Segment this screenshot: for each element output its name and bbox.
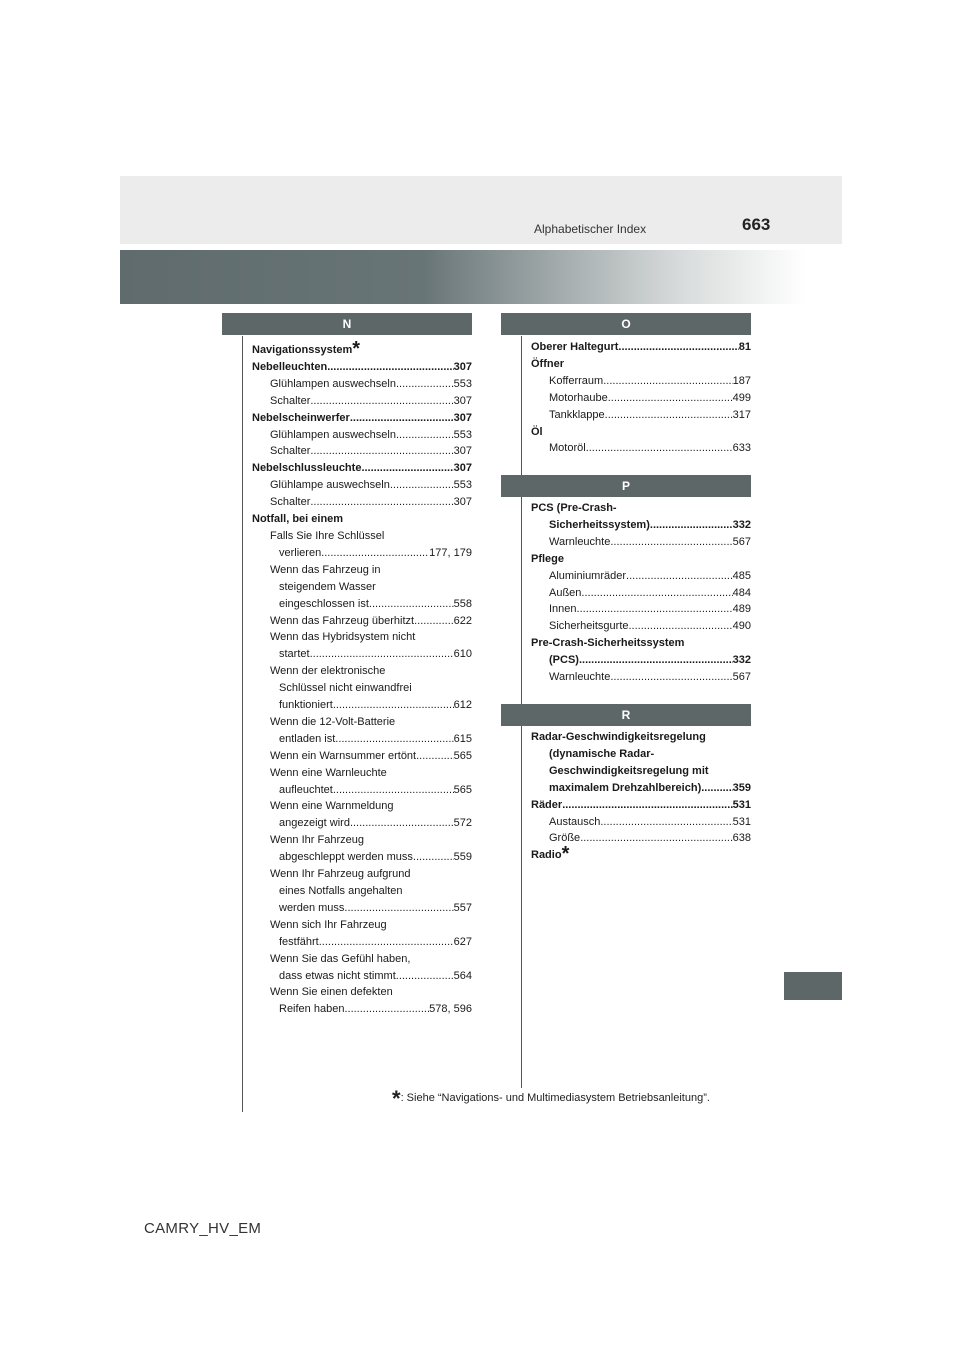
index-entry [252,714,472,731]
index-entry-label: Reifen haben [279,1003,345,1016]
index-entry [252,849,472,866]
dot-leader [603,373,732,390]
index-entry-label: Geschwindigkeitsregelung mit [549,764,709,777]
dot-leader [310,646,454,663]
index-entry-page: 553 [453,377,472,390]
index-entry [252,477,472,494]
index-entry-label: abgeschleppt werden muss [279,851,413,864]
index-entry [531,568,751,585]
index-entry-page: 307 [453,445,472,458]
dot-leader [361,460,453,477]
dot-leader [350,410,454,427]
index-entry [531,407,751,424]
index-entry-page: 484 [732,586,751,599]
index-entry-label: (dynamische Radar- [549,747,655,760]
index-entry [531,585,751,602]
index-entry-label: Glühlampen auswechseln [270,377,396,390]
index-entry [531,763,751,780]
index-entry [531,601,751,618]
index-entry-page: 187 [732,374,751,387]
index-entry-label: Motorhaube [549,391,608,404]
dot-leader [344,900,453,917]
index-entry-page: 485 [732,569,751,582]
index-entry-page: 559 [453,851,472,864]
dot-leader [350,815,454,832]
index-entry-page: 489 [732,603,751,616]
dot-leader [414,613,454,630]
index-entry-page: 332 [732,654,751,667]
index-entry-page: 81 [738,341,751,353]
index-entry-page: 564 [453,969,472,982]
section-header-n: N [222,313,472,335]
gradient-band [120,250,842,304]
left-column-rule [242,336,243,1112]
dot-leader [335,731,453,748]
index-entry-label: Wenn Ihr Fahrzeug aufgrund [270,868,411,881]
index-entry [252,663,472,680]
footnote-star: * [392,1086,401,1111]
index-entry-label: startet [279,648,310,661]
index-entry-page: 307 [453,411,472,424]
footnote-marker: * [352,338,361,360]
index-entry-label: Nebelleuchten [252,360,328,373]
index-entry [531,551,751,568]
index-entry-label: eingeschlossen ist [279,597,369,610]
section-header-r: R [501,704,751,726]
dot-leader [618,339,738,356]
index-entry-page: 499 [732,391,751,404]
section-o-entries [531,339,751,457]
index-entry [252,528,472,545]
dot-leader [333,697,454,714]
dot-leader [577,601,733,618]
index-entry-page: 359 [732,781,751,794]
dot-leader [396,427,454,444]
dot-leader [396,968,454,985]
index-entry [252,798,472,815]
index-entry [531,534,751,551]
header-divider [118,176,120,244]
index-entry-page: 553 [453,479,472,492]
section-header-o: O [501,313,751,335]
index-entry-page: 565 [453,783,472,796]
index-entry [531,814,751,831]
dot-leader [396,376,454,393]
index-entry [531,517,751,534]
dot-leader [344,1001,429,1018]
section-n-entries [252,338,472,1018]
index-entry-page: 633 [732,442,751,455]
index-entry-page: 490 [732,620,751,633]
index-entry [252,748,472,765]
index-entry-label: Glühlampen auswechseln [270,428,396,441]
index-entry-label: Falls Sie Ihre Schlüssel [270,529,385,542]
page-number: 663 [742,215,771,234]
index-entry [531,500,751,517]
dot-leader [629,618,733,635]
index-entry-label: Wenn eine Warnleuchte [270,766,387,779]
index-entry-label: werden muss [279,901,345,914]
index-entry [531,746,751,763]
section-p-entries [531,500,751,686]
index-entry-label: Schlüssel nicht einwandfrei [279,682,412,695]
index-entry [531,356,751,373]
index-entry-label: Radar-Geschwindigkeitsregelung [531,731,706,743]
dot-leader [416,748,454,765]
index-entry-page: 558 [453,597,472,610]
index-entry-label: Glühlampe auswechseln [270,479,390,492]
dot-leader [608,390,733,407]
index-entry-label: Oberer Haltegurt [531,341,619,353]
index-entry [252,359,472,376]
index-entry [252,410,472,427]
index-entry [252,697,472,714]
index-entry [252,1001,472,1018]
index-entry-label: Nebelscheinwerfer [252,411,350,424]
index-entry-label: Größe [549,832,581,845]
dot-leader [310,494,453,511]
index-entry-page: 567 [732,535,751,548]
index-entry [252,427,472,444]
index-entry [252,951,472,968]
index-entry-label: Wenn der elektronische [270,665,386,678]
index-entry [252,443,472,460]
dot-leader [701,780,732,797]
footnote-marker: * [561,843,570,866]
index-entry [531,729,751,746]
dot-leader [321,545,429,562]
index-entry-page: 553 [453,428,472,441]
index-entry [531,440,751,457]
index-entry [252,579,472,596]
index-entry-label: Radio [531,849,562,862]
section-header-p: P [501,475,751,497]
index-entry-label: Navigationssystem [252,344,353,356]
index-entry [531,669,751,686]
index-entry-label: Kofferraum [549,374,604,387]
index-entry-label: Außen [549,586,582,599]
index-entry-label: Pflege [531,552,565,565]
index-entry-page: 578, 596 [429,1003,472,1016]
index-entry [252,460,472,477]
dot-leader [581,585,732,602]
index-entry [252,545,472,562]
index-entry-label: Schalter [270,496,311,509]
index-entry-label: Sicherheitssystem) [549,518,650,531]
index-entry-page: 572 [453,817,472,830]
index-entry-label: Wenn die 12-Volt-Batterie [270,715,396,728]
dot-leader [600,814,732,831]
index-entry-label: Warnleuchte [549,535,611,548]
index-entry-label: steigendem Wasser [279,580,376,593]
index-entry [252,815,472,832]
dot-leader [605,407,733,424]
index-entry-label: angezeigt wird [279,817,350,830]
footer-code: CAMRY_HV_EM [144,1220,262,1237]
dot-leader [579,652,733,669]
index-entry-label: Öl [531,425,543,438]
index-entry-label: Austausch [549,815,601,828]
index-entry-label: Wenn Sie das Gefühl haben, [270,952,411,965]
dot-leader [562,797,732,814]
dot-leader [610,669,732,686]
footnote-text: : Siehe “Navigations- und Multimediasystem Betriebsanleitung”. [400,1092,710,1104]
dot-leader [413,849,454,866]
index-entry [252,765,472,782]
index-entry [531,373,751,390]
index-entry [252,934,472,951]
index-entry-label: festfährt [279,935,319,948]
index-entry-label: Öffner [531,357,564,370]
index-entry [531,390,751,407]
dot-leader [319,934,454,951]
index-entry-label: Aluminiumräder [549,569,627,582]
index-entry-label: Motoröl [549,442,586,455]
dot-leader [626,568,733,585]
index-entry [531,424,751,441]
index-entry-label: Räder [531,798,563,811]
index-entry [252,494,472,511]
index-entry [252,968,472,985]
index-entry-label: eines Notfalls angehalten [279,885,403,897]
dot-leader [390,477,454,494]
index-entry [252,782,472,799]
index-entry-label: Warnleuchte [549,671,611,684]
footnote [392,1086,710,1111]
index-entry-label: Wenn eine Warnmeldung [270,800,394,813]
index-entry-page: 531 [732,798,751,811]
index-entry-page: 531 [732,815,751,828]
index-entry [252,596,472,613]
dot-leader [610,534,732,551]
page-title: Alphabetischer Index [534,222,647,236]
index-entry-label: (PCS) [549,654,579,667]
index-entry [252,680,472,697]
index-entry [252,613,472,630]
index-entry [531,843,751,866]
dot-leader [580,830,732,847]
index-entry-page: 332 [732,518,751,531]
index-entry-page: 565 [453,749,472,762]
index-entry-page: 307 [453,360,472,373]
index-entry-label: Nebelschlussleuchte [252,462,362,475]
index-entry [531,797,751,814]
index-entry [252,338,472,360]
index-entry-label: Wenn ein Warnsummer ertönt [270,749,417,762]
index-entry [252,984,472,1001]
index-entry-page: 567 [732,671,751,684]
index-entry-page: 610 [453,648,472,661]
dot-leader [333,782,454,799]
header-band [120,176,842,244]
index-entry-label: Notfall, bei einem [252,513,344,526]
index-entry [252,393,472,410]
index-entry [531,652,751,669]
section-r-entries [531,729,751,864]
index-entry [531,618,751,635]
index-entry-label: Wenn Ihr Fahrzeug [270,834,364,847]
index-entry-label: Innen [549,603,577,616]
index-entry-page: 638 [732,832,751,845]
index-entry [531,635,751,652]
index-entry-label: Wenn sich Ihr Fahrzeug [270,918,387,931]
index-entry-label: Schalter [270,394,311,407]
index-entry-label: Pre-Crash-Sicherheitssystem [531,637,685,650]
index-entry [252,883,472,900]
index-entry-label: maximalem Drehzahlbereich) [549,781,702,794]
index-entry [252,646,472,663]
dot-leader [369,596,454,613]
index-entry-page: 615 [453,732,472,745]
index-entry-page: 307 [453,394,472,407]
index-entry-label: entladen ist [279,732,336,745]
chapter-tab [784,972,842,1000]
index-entry [252,376,472,393]
index-entry-page: 627 [453,935,472,948]
index-entry-page: 177, 179 [429,546,472,559]
index-entry [531,780,751,797]
index-entry-page: 317 [732,408,751,421]
index-entry-label: Wenn das Hybridsystem nicht [270,631,416,644]
index-entry [531,339,751,356]
index-entry-label: funktioniert [279,699,333,712]
index-entry [252,562,472,579]
index-entry [252,832,472,849]
index-entry [252,866,472,883]
index-entry-label: PCS (Pre-Crash- [531,502,617,514]
index-entry [252,900,472,917]
index-entry-label: Wenn das Fahrzeug überhitzt [270,614,415,627]
index-entry-page: 612 [453,699,472,712]
index-entry-page: 307 [453,462,472,475]
index-entry-label: aufleuchtet [279,783,333,796]
index-entry [252,917,472,934]
index-entry-page: 307 [453,496,472,509]
index-entry [252,731,472,748]
index-entry [252,629,472,646]
index-entry-page: 622 [453,614,472,627]
dot-leader [650,517,733,534]
index-entry-label: dass etwas nicht stimmt [279,969,396,982]
index-entry-label: Wenn das Fahrzeug in [270,563,381,576]
index-entry-label: Sicherheitsgurte [549,620,629,633]
dot-leader [310,443,453,460]
dot-leader [586,440,733,457]
index-entry [252,511,472,528]
index-entry-label: Schalter [270,445,311,458]
index-entry-page: 557 [453,901,472,914]
index-entry-label: verlieren [279,546,322,559]
index-entry-label: Tankklappe [549,408,605,421]
index-entry-label: Wenn Sie einen defekten [270,986,393,999]
dot-leader [327,359,453,376]
dot-leader [310,393,453,410]
